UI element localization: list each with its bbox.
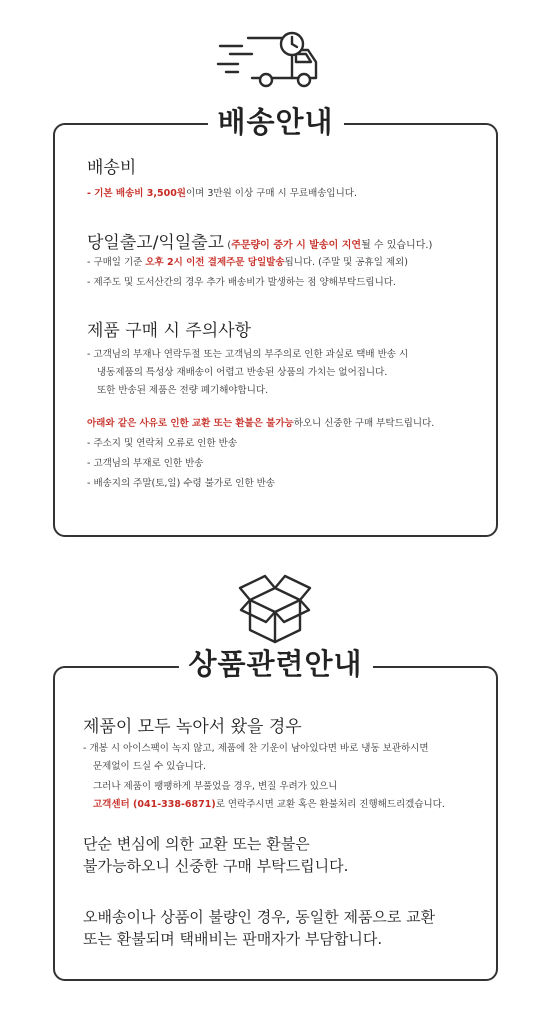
dispatch-heading: 당일출고/익일출고 (주문량이 증가 시 발송이 지연될 수 있습니다.): [87, 233, 433, 253]
caution-line-1: - 고객님의 부재나 연락두절 또는 고객님의 부주의로 인한 과실로 택배 반송 시: [87, 349, 409, 360]
shipping-info-title: 배송안내: [207, 104, 343, 140]
caution-line-2: 냉동제품의 특성상 재배송이 어렵고 반송된 상품의 가치는 없어집니다.: [97, 367, 388, 378]
shipping-fee-line: - 기본 배송비 3,500원이며 3만원 이상 구매 시 무료배송입니다.: [87, 188, 357, 199]
shipping-info-panel: [53, 105, 498, 537]
delivery-truck-clock-icon: [216, 30, 336, 92]
melted-line-2: 문제없이 드실 수 있습니다.: [93, 761, 207, 772]
melted-line-3: 그러나 제품이 팽팽하게 부풀었을 경우, 변질 우려가 있으니: [93, 781, 338, 792]
defect-line-1: 오배송이나 상품이 불량인 경우, 동일한 제품으로 교환: [83, 908, 436, 926]
caution-line-4: 아래와 같은 사유로 인한 교환 또는 환불은 불가능하오니 신중한 구매 부탁드립니다.: [87, 418, 435, 429]
product-info-panel: [53, 647, 498, 981]
open-box-icon: [236, 572, 314, 646]
product-info-title: 상품관련안내: [178, 646, 372, 682]
dispatch-line-2: - 제주도 및 도서산간의 경우 추가 배송비가 발생하는 점 양해부탁드립니다.: [87, 277, 396, 288]
defect-line-2: 또는 환불되며 택배비는 판매자가 부담합니다.: [83, 930, 383, 948]
shipping-fee-heading: 배송비: [87, 158, 137, 178]
caution-line-3: 또한 반송된 제품은 전량 폐기해야합니다.: [97, 385, 269, 396]
melted-line-1: - 개봉 시 아이스팩이 녹지 않고, 제품에 찬 기운이 남아있다면 바로 냉동 보관하시면: [83, 743, 429, 754]
caution-line-6: - 고객님의 부재로 인한 반송: [87, 458, 204, 469]
caution-line-7: - 배송지의 주말(토,일) 수령 불가로 인한 반송: [87, 478, 275, 489]
caution-line-5: - 주소지 및 연락처 오류로 인한 반송: [87, 438, 238, 449]
caution-heading: 제품 구매 시 주의사항: [87, 321, 252, 341]
no-refund-line-1: 단순 변심에 의한 교환 또는 환불은: [83, 835, 310, 853]
melted-product-heading: 제품이 모두 녹아서 왔을 경우: [83, 717, 302, 737]
melted-line-4: 고객센터 (041-338-6871)로 연락주시면 교환 혹은 환불처리 진행해드리겠습니다.: [93, 799, 445, 810]
dispatch-line-1: - 구매일 기준 오후 2시 이전 결제주문 당일발송됩니다. (주말 및 공휴일 제외): [87, 257, 408, 268]
no-refund-line-2: 불가능하오니 신중한 구매 부탁드립니다.: [83, 857, 349, 875]
